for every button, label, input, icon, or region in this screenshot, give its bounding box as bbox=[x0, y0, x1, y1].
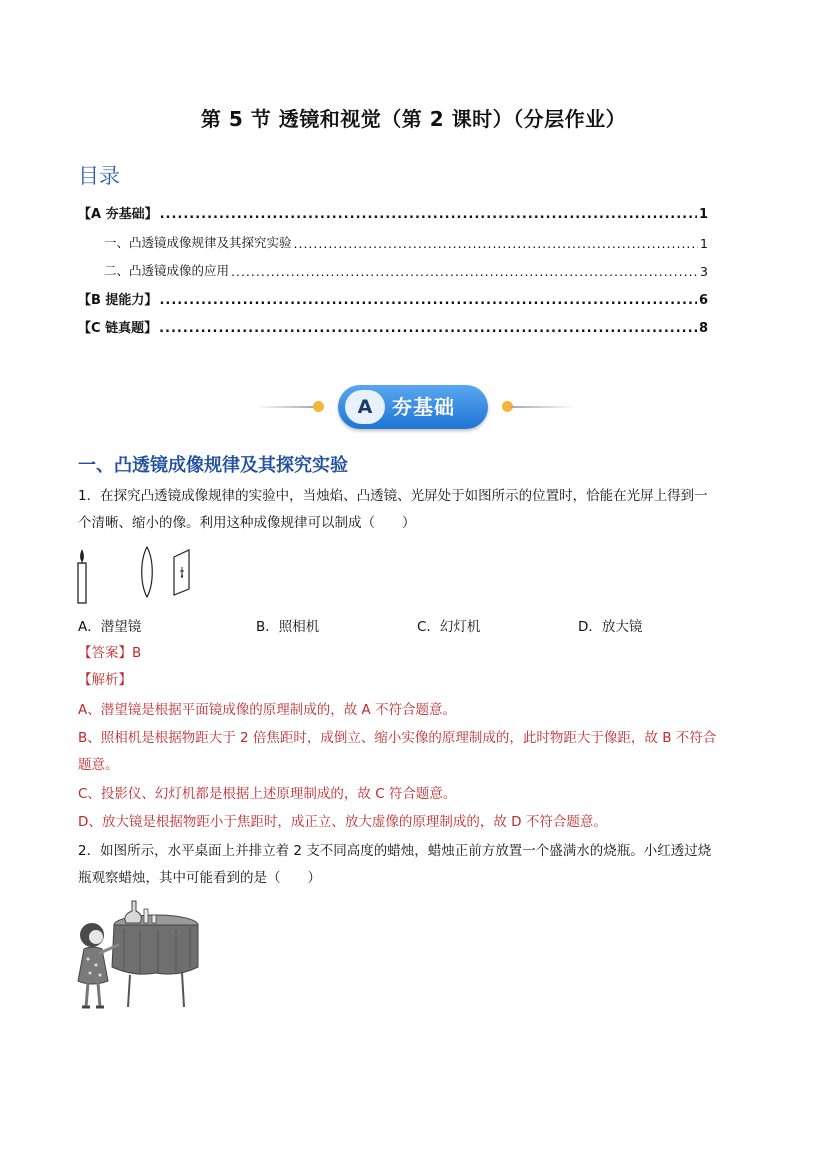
toc-entry-a[interactable] bbox=[78, 202, 708, 222]
toc-leader-dots bbox=[160, 207, 697, 222]
q1-analysis-d: D、放大镜是根据物距小于焦距时，成正立、放大虚像的原理制成的，故 D 不符合题意。 bbox=[78, 814, 607, 830]
banner-letter: A bbox=[345, 390, 385, 424]
toc-entry-page: 1 bbox=[700, 236, 708, 251]
toc-heading: 目录 bbox=[78, 164, 120, 188]
toc-leader-dots bbox=[159, 293, 697, 308]
toc-entry-c[interactable] bbox=[78, 316, 708, 336]
q1-analysis-b-cont: 题意。 bbox=[78, 757, 119, 773]
section-banner bbox=[255, 385, 575, 429]
banner-line-right bbox=[511, 406, 575, 408]
convex-lens-icon bbox=[142, 547, 153, 597]
tall-candle-icon bbox=[144, 909, 148, 923]
toc-entry-a2[interactable] bbox=[78, 259, 708, 279]
toc-entry-label: 【A 夯基础】 bbox=[78, 207, 158, 222]
toc-leader-dots bbox=[231, 264, 698, 279]
toc-entry-label: 二、凸透镜成像的应用 bbox=[104, 263, 230, 278]
q1-option-a[interactable]: A．潜望镜 bbox=[78, 619, 142, 635]
q1-stem-line2: 个清晰、缩小的像。利用这种成像规律可以制成（ ） bbox=[78, 515, 416, 531]
toc-leader-dots bbox=[159, 321, 697, 336]
toc-entry-label: 【C 链真题】 bbox=[78, 321, 158, 336]
banner-pill bbox=[338, 385, 488, 429]
q1-option-c[interactable]: C．幻灯机 bbox=[417, 619, 481, 635]
q1-option-b[interactable]: B．照相机 bbox=[256, 619, 320, 635]
q1-analysis-b: B、照相机是根据物距大于 2 倍焦距时，成倒立、缩小实像的原理制成的，此时物距大于像距，故 B 不符合 bbox=[78, 730, 717, 746]
q1-stem-line1: 1．在探究凸透镜成像规律的实验中，当烛焰、凸透镜、光屏处于如图所示的位置时，恰能在光屏上得到一 bbox=[78, 488, 708, 504]
inverted-image-icon bbox=[180, 567, 184, 577]
page-title: 第 5 节 透镜和视觉（第 2 课时）（分层作业） bbox=[200, 107, 627, 131]
tablecloth-icon bbox=[112, 925, 198, 974]
candle-icon bbox=[78, 563, 86, 603]
toc-entry-page: 1 bbox=[698, 207, 708, 222]
toc-entry-b[interactable] bbox=[78, 288, 708, 308]
toc-entry-page: 6 bbox=[698, 293, 708, 308]
toc-entry-a1[interactable] bbox=[78, 231, 708, 251]
toc-leader-dots bbox=[294, 236, 699, 251]
toc-entry-label: 一、凸透镜成像规律及其探究实验 bbox=[104, 235, 292, 250]
candle-lens-screen-figure bbox=[72, 545, 202, 607]
q2-stem-line2: 瓶观察蜡烛，其中可能看到的是（ ） bbox=[78, 870, 321, 886]
candle-flame-icon bbox=[80, 549, 84, 562]
toc-entry-page: 3 bbox=[700, 264, 708, 279]
q2-stem-line1: 2．如图所示，水平桌面上并排立着 2 支不同高度的蜡烛，蜡烛正前方放置一个盛满水的烧瓶。小红透过烧 bbox=[78, 843, 712, 859]
girl-table-flask-figure bbox=[74, 895, 204, 1013]
toc-entry-label: 【B 提能力】 bbox=[78, 293, 158, 308]
banner-text: 夯基础 bbox=[392, 395, 455, 419]
short-candle-icon bbox=[152, 915, 156, 923]
toc-entry-page: 8 bbox=[698, 321, 708, 336]
q1-analysis-label: 【解析】 bbox=[78, 672, 132, 688]
q1-analysis-c: C、投影仪、幻灯机都是根据上述原理制成的，故 C 符合题意。 bbox=[78, 786, 457, 802]
banner-dot-left bbox=[313, 401, 324, 412]
q1-options bbox=[78, 611, 750, 638]
q1-option-d[interactable]: D．放大镜 bbox=[578, 619, 643, 635]
section-title: 一、凸透镜成像规律及其探究实验 bbox=[78, 455, 348, 476]
banner-line-left bbox=[255, 406, 315, 408]
q1-analysis-a: A、潜望镜是根据平面镜成像的原理制成的，故 A 不符合题意。 bbox=[78, 702, 457, 718]
flask-icon bbox=[125, 901, 141, 923]
q1-answer: 【答案】B bbox=[78, 645, 142, 661]
